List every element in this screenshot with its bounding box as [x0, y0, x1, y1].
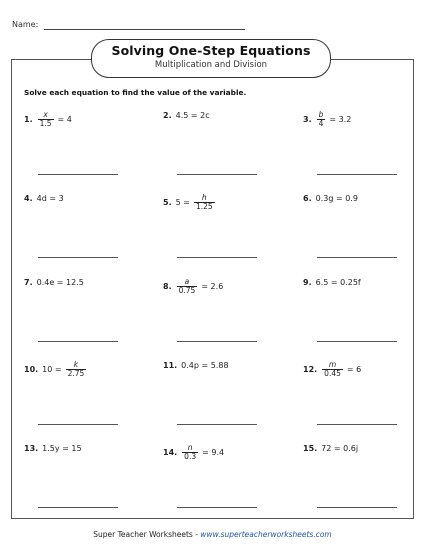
problem-3 — [303, 111, 351, 128]
problem-number: 3. — [303, 115, 312, 124]
worksheet-subtitle: Multiplication and Division — [154, 60, 268, 70]
fraction-denominator: 4 — [318, 119, 324, 128]
footer-brand: Super Teacher Worksheets - — [93, 530, 201, 539]
fraction-denominator: 1.25 — [195, 202, 213, 211]
problem-number: 8. — [163, 282, 172, 291]
answer-line-11[interactable] — [177, 424, 257, 425]
fraction — [38, 111, 54, 128]
footer — [0, 530, 425, 539]
fraction-denominator: 0.45 — [324, 369, 341, 378]
problem-number: 13. — [24, 444, 39, 453]
answer-line-12[interactable] — [317, 424, 397, 425]
problem-number: 12. — [303, 365, 318, 374]
fraction-numerator: h — [201, 193, 207, 202]
fraction-denominator: 2.75 — [67, 369, 85, 378]
fraction-numerator: b — [318, 110, 324, 119]
fraction — [177, 278, 198, 295]
fraction-denominator: 1.5 — [39, 119, 52, 128]
name-label: Name: — [12, 20, 39, 29]
answer-line-9[interactable] — [317, 341, 397, 342]
answer-line-3[interactable] — [317, 174, 397, 175]
fraction — [322, 361, 343, 378]
equation-left: 0.4p = 5.88 — [181, 361, 229, 370]
problem-number: 11. — [163, 361, 178, 370]
fraction — [317, 111, 326, 128]
problem-4 — [24, 194, 67, 203]
worksheet-title: Solving One-Step Equations — [111, 43, 311, 58]
problem-8 — [163, 278, 223, 295]
answer-line-14[interactable] — [177, 507, 257, 508]
problem-14 — [163, 444, 224, 461]
problem-number: 14. — [163, 448, 178, 457]
problem-6 — [303, 194, 361, 203]
problem-2 — [163, 111, 213, 120]
equation-right: = 9.4 — [202, 448, 225, 457]
problem-number: 4. — [24, 194, 33, 203]
problem-15 — [303, 444, 361, 453]
answer-line-7[interactable] — [38, 341, 118, 342]
fraction-numerator: a — [184, 277, 190, 286]
equation-left: 4d = 3 — [36, 194, 64, 203]
equation-left: 0.3g = 0.9 — [315, 194, 358, 203]
answer-line-8[interactable] — [177, 341, 257, 342]
answer-line-5[interactable] — [177, 257, 257, 258]
problem-11 — [163, 361, 232, 370]
fraction-denominator: 0.75 — [178, 286, 196, 295]
equation-left: 1.5y = 15 — [42, 444, 82, 453]
answer-line-10[interactable] — [38, 424, 118, 425]
title-box — [91, 39, 331, 78]
equation-left: 0.4e = 12.5 — [36, 278, 84, 287]
equation-right: = 4 — [57, 115, 72, 124]
answer-line-1[interactable] — [38, 174, 118, 175]
problem-5 — [163, 194, 219, 211]
fraction-numerator: x — [43, 110, 48, 119]
equation-left: 6.5 = 0.25f — [315, 278, 361, 287]
equation-right: = 6 — [346, 365, 362, 374]
problem-number: 9. — [303, 278, 312, 287]
problem-number: 5. — [163, 198, 172, 207]
footer-url[interactable]: www.superteacherworksheets.com — [200, 530, 332, 539]
problem-number: 6. — [303, 194, 312, 203]
fraction-numerator: k — [73, 360, 79, 369]
fraction-denominator: 0.3 — [184, 452, 197, 461]
equation-left: 10 = — [42, 365, 62, 374]
problem-9 — [303, 278, 364, 287]
equation-left: 72 = 0.6j — [321, 444, 359, 453]
problem-13 — [24, 444, 85, 453]
problem-number: 10. — [24, 365, 39, 374]
equation-left: 4.5 = 2c — [175, 111, 210, 120]
fraction — [66, 361, 87, 378]
fraction — [182, 444, 198, 461]
equation-left: 5 = — [175, 198, 190, 207]
fraction-numerator: m — [328, 360, 337, 369]
answer-line-15[interactable] — [317, 507, 397, 508]
fraction-numerator: n — [187, 443, 193, 452]
problem-7 — [24, 278, 87, 287]
equation-right: = 3.2 — [329, 115, 352, 124]
answer-line-13[interactable] — [38, 507, 118, 508]
problem-1 — [24, 111, 72, 128]
problem-number: 15. — [303, 444, 318, 453]
equation-right: = 2.6 — [201, 282, 224, 291]
problem-10 — [24, 361, 90, 378]
answer-line-4[interactable] — [38, 257, 118, 258]
name-line[interactable] — [44, 29, 245, 30]
answer-line-6[interactable] — [317, 257, 397, 258]
fraction — [194, 194, 215, 211]
problem-12 — [303, 361, 361, 378]
problem-number: 1. — [24, 115, 33, 124]
instructions: Solve each equation to find the value of the variable. — [24, 88, 247, 97]
answer-line-2[interactable] — [177, 174, 257, 175]
problem-number: 7. — [24, 278, 33, 287]
problem-number: 2. — [163, 111, 172, 120]
